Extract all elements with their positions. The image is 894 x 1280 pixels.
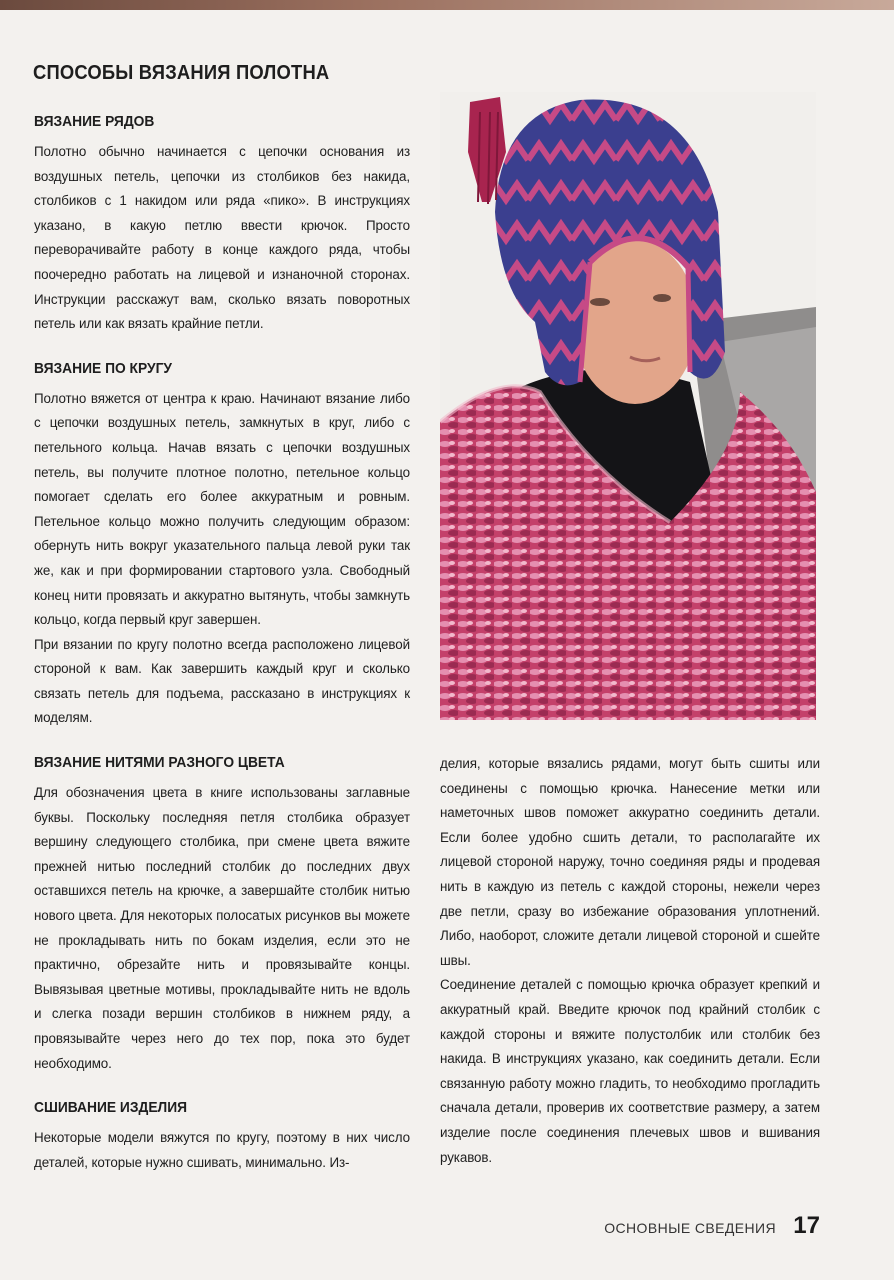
page-footer bbox=[560, 1212, 820, 1242]
section-rows bbox=[34, 112, 410, 337]
footer-section-label: ОСНОВНЫЕ СВЕДЕНИЯ bbox=[604, 1220, 776, 1236]
section-sewing-text-right-1: делия, которые вязались рядами, могут быть сшиты или соединены с помощью крючка. Нанесение метки или наметочных швов поможет аккуратно соединить детали. Если более удобно сшить детали, то располагайте их лицевой стороной наружу, точно соединяя ряды и продевая нить в каждую из петель с каждой стороны, нежели через две петли, сразу во избежание образования уплотнений. Либо, наоборот, сложите детали лицевой стороной и сшейте швы. bbox=[440, 756, 820, 968]
section-round bbox=[34, 359, 410, 731]
section-rows-text: Полотно обычно начинается с цепочки основания из воздушных петель, цепочки из столбиков без накида, столбиков с 1 накидом или ряда «пико». В инструкциях указано, в какую петлю ввести крючок. Просто переворачивайте работу в конце каждого ряда, чтобы поочередно работать на лицевой и изнаночной сторонах. Инструкции расскажут вам, сколько вязать поворотных петель или как вязать крайние петли. bbox=[34, 144, 410, 332]
section-sewing bbox=[34, 1098, 410, 1175]
left-column bbox=[34, 112, 410, 1175]
section-round-heading: ВЯЗАНИЕ ПО КРУГУ bbox=[34, 359, 172, 377]
section-colors-text: Для обозначения цвета в книге использованы заглавные буквы. Поскольку последняя петля столбика образует вершину следующего столбика, при смене цвета вяжите прежней нитью последний столбик до последних двух оставшихся петель на крючке, а завершайте столбик нитью нового цвета. Для некоторых полосатых рисунков вы можете не прокладывать нить по бокам изделия, если это не практично, обрезайте нить и провязывайте концы. Вывязывая цветные мотивы, прокладывайте нить не вдоль и слегка позади вершин столбиков в нижнем ряду, а провязывайте через него до тех пор, пока это будет необходимо. bbox=[34, 785, 410, 1071]
section-rows-heading: ВЯЗАНИЕ РЯДОВ bbox=[34, 113, 155, 130]
section-round-text-1: Полотно вяжется от центра к краю. Начинают вязание либо с цепочки воздушных петель, замкнутых в круг, либо с петельного кольца. Начав вязать с цепочки воздушных петель, вы получите плотное полотно, петельное кольцо помогает сделать его более аккуратным и ровным. Петельное кольцо можно получить следующим образом: обернуть нить вокруг указательного пальца левой руки так же, как и при формировании стартового узла. Свободный конец нити провязать и аккуратно вытянуть, чтобы замкнуть кольцо, когда первый круг завершен. bbox=[34, 390, 410, 628]
section-sewing-heading: СШИВАНИЕ ИЗДЕЛИЯ bbox=[34, 1099, 188, 1117]
section-colors-heading: ВЯЗАНИЕ НИТЯМИ РАЗНОГО ЦВЕТА bbox=[34, 754, 285, 772]
page-number: 17 bbox=[793, 1212, 820, 1239]
section-sewing-text-right-2: Соединение деталей с помощью крючка образует крепкий и аккуратный край. Введите крючок под крайний столбик с каждой стороны и вяжите полустолбик или столбик без накида. В инструкциях указано, как соединить детали. Если связанную работу можно гладить, то необходимо прогладить сначала детали, проверив их соответствие размеру, а затем изделие после соединения плечевых швов и вшивания рукавов. bbox=[440, 977, 820, 1165]
section-round-text-2: При вязании по кругу полотно всегда расположено лицевой стороной к вам. Как завершить каждый круг и сколько связать петель для подъема, рассказано в инструкциях к моделям. bbox=[34, 636, 410, 726]
section-sewing-text-left: Некоторые модели вяжутся по кругу, поэтому в них число деталей, которые нужно сшивать, минимально. Из- bbox=[34, 1130, 410, 1170]
page-title: СПОСОБЫ ВЯЗАНИЯ ПОЛОТНА bbox=[33, 62, 330, 84]
top-edge-strip bbox=[0, 0, 894, 10]
section-colors bbox=[34, 753, 410, 1076]
photo-illustration bbox=[440, 92, 816, 720]
photo-woman-crochet-hat bbox=[440, 92, 816, 720]
right-column bbox=[440, 752, 820, 1170]
